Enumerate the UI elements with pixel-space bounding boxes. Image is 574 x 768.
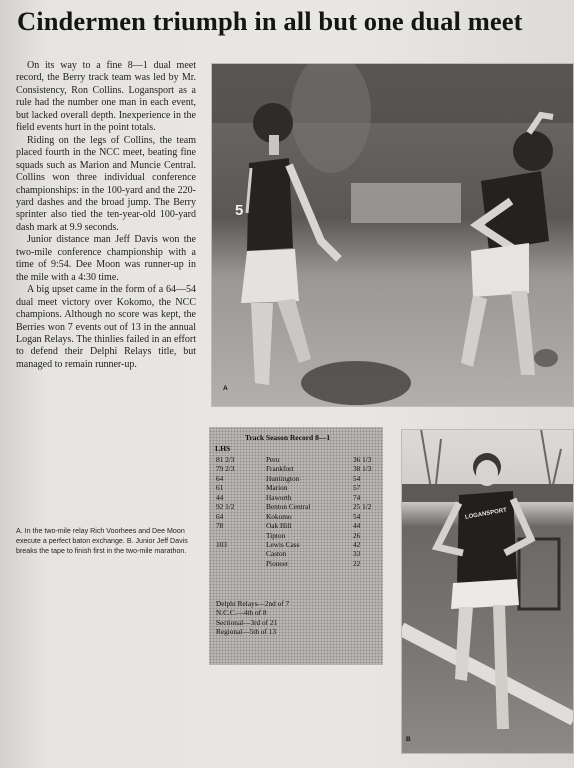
- record-row: [216, 540, 378, 549]
- headline: Cindermen triumph in all but one dual meet: [17, 6, 523, 36]
- opponent-name: Tipton: [266, 530, 286, 540]
- opponent-name: Oak Hill: [266, 521, 292, 531]
- record-row: [216, 559, 378, 568]
- lhs-score: 64: [216, 511, 224, 521]
- lhs-score: 103: [216, 539, 227, 549]
- record-row: [216, 512, 378, 521]
- lhs-score: 64: [216, 473, 224, 483]
- photo-b-label: B: [406, 736, 411, 743]
- record-note: N.C.C.—4th of 8: [216, 608, 267, 618]
- record-row: [216, 502, 378, 511]
- runner-number: 5: [235, 202, 244, 219]
- opponent-name: Lewis Cass: [266, 539, 300, 549]
- article-body: [16, 60, 196, 371]
- record-row: [216, 464, 378, 473]
- opponent-name: Kokomo: [266, 511, 292, 521]
- article-paragraph: On its way to a fine 8—1 dual meet record, the Berry track team was led by Mr. Consistency, Ron Collins. Logansport as a rule had the number one man in each event, but lacked overall depth. Inexperience in the field events hurt in the point totals.: [16, 60, 196, 134]
- record-row: [216, 549, 378, 558]
- opponent-name: Peru: [266, 455, 280, 464]
- opponent-name: Pioneer: [266, 558, 289, 568]
- record-row: [216, 521, 378, 530]
- opponent-name: Huntington: [266, 473, 300, 483]
- lhs-score: 61: [216, 483, 224, 493]
- lhs-score: 81 2/3: [216, 455, 235, 464]
- record-note: Delphi Relays—2nd of 7: [216, 599, 290, 608]
- record-row: [216, 483, 378, 492]
- record-table: [216, 455, 378, 568]
- record-note: Sectional—3rd of 21: [216, 617, 278, 627]
- record-row: [216, 455, 378, 464]
- opponent-score: 22: [353, 558, 361, 568]
- opponent-name: Benton Central: [266, 502, 311, 512]
- photo-a-image: [211, 63, 574, 407]
- opponent-score: 44: [353, 521, 361, 531]
- opponent-name: Frankfort: [266, 464, 294, 474]
- track-season-record: [209, 427, 383, 665]
- caption-text: A. In the two-mile relay Rich Voorhees and Dee Moon execute a perfect baton exchange. B. Junior Jeff Davis breaks the tape to finish first in the two-mile marathon.: [16, 527, 188, 555]
- opponent-score: 74: [353, 492, 361, 502]
- opponent-score: 25 1/2: [353, 502, 372, 512]
- article-paragraph: Junior distance man Jeff Davis won the two-mile conference championship with a time of 9:54. Dee Moon was runner-up in the mile with a 4:30 time.: [16, 234, 196, 283]
- lhs-score: 92 1/2: [216, 502, 235, 512]
- record-lhs-header: LHS: [215, 444, 231, 453]
- record-row: [216, 474, 378, 483]
- lhs-score: 78: [216, 521, 224, 531]
- opponent-score: 26: [353, 530, 361, 540]
- shirt-lettering: LOGANSPORT: [464, 507, 508, 521]
- photo-b-image: [401, 429, 574, 754]
- opponent-score: 33: [353, 549, 361, 559]
- photo-captions: [16, 527, 194, 557]
- opponent-score: 54: [353, 511, 361, 521]
- lhs-score: 79 2/3: [216, 464, 235, 474]
- photo-a-label: A: [223, 385, 228, 392]
- photo-b-two-mile-finish: [401, 429, 574, 754]
- opponent-score: 54: [353, 473, 361, 483]
- opponent-score: 42: [353, 539, 361, 549]
- record-title: Track Season Record 8—1: [245, 433, 331, 442]
- record-row: [216, 531, 378, 540]
- record-row: [216, 493, 378, 502]
- record-note: Regional—5th of 13: [216, 626, 276, 636]
- lhs-score: 44: [216, 492, 224, 502]
- opponent-score: 38 1/3: [353, 464, 372, 474]
- photo-a-relay-exchange: [211, 63, 574, 407]
- article-paragraph: A big upset came in the form of a 64—54 dual meet victory over Kokomo, the NCC champions. Although no score was kept, the Berries won 7 events out of 13 in the annual Logan Relays. The thinlies failed in an effort to defend their Delphi Relays title, but managed to remain runner-up.: [16, 284, 196, 370]
- record-notes: [216, 599, 376, 636]
- opponent-name: Haworth: [266, 492, 292, 502]
- opponent-score: 36 1/3: [353, 455, 372, 464]
- opponent-name: Marion: [266, 483, 288, 493]
- opponent-score: 57: [353, 483, 361, 493]
- article-paragraph: Riding on the legs of Collins, the team placed fourth in the NCC meet, beating fine squads such as Marion and Muncie Central. Collins won three individual conference championships: in the 100-yard and the 220-yard dashes and the broad jump. The Berry sprinter also tied the ten-year-old 100-yard dash mark at 9.9 seconds.: [16, 134, 196, 233]
- opponent-name: Caston: [266, 549, 287, 559]
